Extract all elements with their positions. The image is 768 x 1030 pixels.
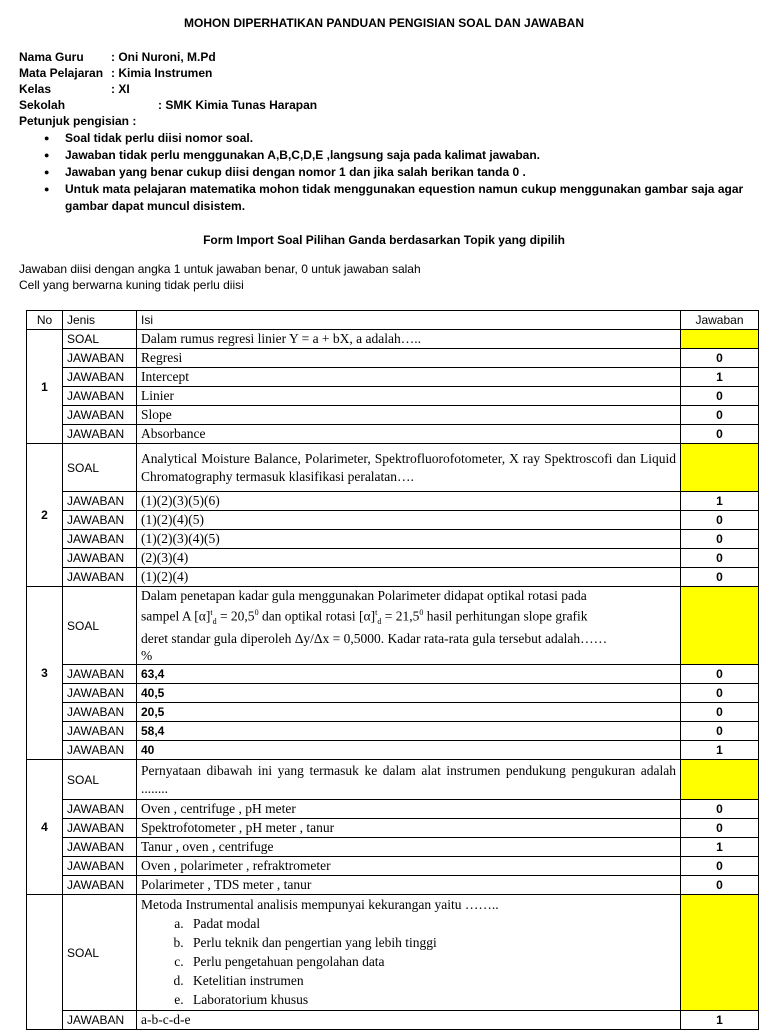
answer-row: [27, 684, 759, 703]
answer-row: [27, 1011, 759, 1030]
question-row: [27, 760, 759, 800]
answer-row: [27, 741, 759, 760]
answer-text[interactable]: Spektrofotometer , pH meter , tanur: [137, 819, 681, 838]
type-cell: JAWABAN: [63, 530, 137, 549]
question-line: deret standar gula diperoleh Δy/Δx = 0,5000. Kadar rata-rata gula tersebut adalah……: [141, 631, 608, 647]
answer-text[interactable]: Linier: [137, 387, 681, 406]
school-label: Sekolah: [19, 98, 66, 112]
question-text[interactable]: [137, 895, 681, 1011]
answer-text[interactable]: (1)(2)(3)(4)(5): [137, 530, 681, 549]
answer-text[interactable]: (1)(2)(4): [137, 568, 681, 587]
question-line: Metoda Instrumental analisis mempunyai kekurangan yaitu ……..: [141, 897, 499, 913]
school-value: : SMK Kimia Tunas Harapan: [158, 98, 318, 112]
class-row: [19, 81, 130, 97]
type-cell: JAWABAN: [63, 857, 137, 876]
class-label: Kelas: [19, 82, 52, 96]
answer-value[interactable]: 0: [681, 819, 759, 838]
answer-value[interactable]: 0: [681, 684, 759, 703]
type-cell: JAWABAN: [63, 568, 137, 587]
header-no: No: [27, 311, 63, 330]
type-cell: JAWABAN: [63, 549, 137, 568]
form-note-yellow-cell: Cell yang berwarna kuning tidak perlu diisi: [19, 278, 244, 292]
option-item: e. Laboratorium khusus: [187, 990, 676, 1009]
type-cell: SOAL: [63, 760, 137, 800]
subject-value: : Kimia Instrumen: [111, 66, 213, 80]
answer-value[interactable]: 0: [681, 387, 759, 406]
answer-value[interactable]: 1: [681, 368, 759, 387]
answer-text[interactable]: Oven , polarimeter , refraktrometer: [137, 857, 681, 876]
answer-value[interactable]: 0: [681, 800, 759, 819]
answer-row: [27, 665, 759, 684]
type-cell: JAWABAN: [63, 492, 137, 511]
instruction-item: ● Soal tidak perlu diisi nomor soal.: [44, 130, 754, 147]
type-cell: JAWABAN: [63, 665, 137, 684]
table-header-row: [27, 311, 759, 330]
subject-label: Mata Pelajaran: [19, 66, 104, 80]
answer-row: [27, 368, 759, 387]
answer-row: [27, 838, 759, 857]
instruction-item: ● Jawaban yang benar cukup diisi dengan nomor 1 dan jika salah berikan tanda 0 .: [44, 164, 754, 181]
answer-value[interactable]: 1: [681, 741, 759, 760]
answer-value[interactable]: 0: [681, 876, 759, 895]
teacher-name-row: [19, 49, 216, 65]
type-cell: JAWABAN: [63, 684, 137, 703]
answer-row: [27, 349, 759, 368]
answer-text[interactable]: (1)(2)(3)(5)(6): [137, 492, 681, 511]
answer-row: [27, 549, 759, 568]
answer-cell-yellow: [681, 895, 759, 1011]
answer-row: [27, 387, 759, 406]
question-table: [26, 310, 759, 1030]
question-text[interactable]: [137, 587, 681, 665]
answer-row: [27, 800, 759, 819]
answer-value[interactable]: 1: [681, 1011, 759, 1030]
question-text[interactable]: Dalam rumus regresi linier Y = a + bX, a adalah…..: [137, 330, 681, 349]
form-title: Form Import Soal Pilihan Ganda berdasarkan Topik yang dipilih: [203, 233, 565, 247]
answer-value[interactable]: 1: [681, 492, 759, 511]
teacher-name-label: Nama Guru: [19, 50, 84, 64]
type-cell: JAWABAN: [63, 368, 137, 387]
type-cell: JAWABAN: [63, 511, 137, 530]
type-cell: JAWABAN: [63, 876, 137, 895]
type-cell: JAWABAN: [63, 741, 137, 760]
answer-text[interactable]: 58,4: [137, 722, 681, 741]
type-cell: JAWABAN: [63, 722, 137, 741]
answer-text[interactable]: Tanur , oven , centrifuge: [137, 838, 681, 857]
instruction-item: ● Untuk mata pelajaran matematika mohon tidak menggunakan equestion namun cukup menggunakan gambar saja agar gambar dapat muncul disistem.: [44, 181, 754, 215]
type-cell: JAWABAN: [63, 425, 137, 444]
question-row: [27, 444, 759, 492]
answer-row: [27, 492, 759, 511]
answer-text[interactable]: (1)(2)(4)(5): [137, 511, 681, 530]
question-row: [27, 895, 759, 1011]
question-text[interactable]: Pernyataan dibawah ini yang termasuk ke dalam alat instrumen pendukung pengukuran adalah ........: [137, 760, 681, 800]
type-cell: JAWABAN: [63, 406, 137, 425]
type-cell: SOAL: [63, 444, 137, 492]
answer-value[interactable]: 1: [681, 838, 759, 857]
answer-value[interactable]: 0: [681, 568, 759, 587]
school-row: [19, 97, 317, 113]
answer-text[interactable]: Polarimeter , TDS meter , tanur: [137, 876, 681, 895]
answer-cell-yellow: [681, 587, 759, 665]
type-cell: SOAL: [63, 895, 137, 1011]
answer-row: [27, 703, 759, 722]
subject-row: [19, 65, 212, 81]
type-cell: SOAL: [63, 587, 137, 665]
type-cell: JAWABAN: [63, 703, 137, 722]
type-cell: JAWABAN: [63, 1011, 137, 1030]
answer-value[interactable]: 0: [681, 665, 759, 684]
type-cell: JAWABAN: [63, 387, 137, 406]
answer-text[interactable]: (2)(3)(4): [137, 549, 681, 568]
answer-text[interactable]: 40,5: [137, 684, 681, 703]
question-number: 1: [27, 330, 63, 444]
question-line: sampel A $[\alpha]^t_d = 20,5^0$ dan optikal rotasi $[\alpha]^t_d = 21,5^0$ hasil perhitungan slope grafik: [141, 608, 588, 627]
answer-value[interactable]: 0: [681, 722, 759, 741]
page-title: MOHON DIPERHATIKAN PANDUAN PENGISIAN SOAL DAN JAWABAN: [183, 16, 585, 30]
answer-value[interactable]: 0: [681, 549, 759, 568]
question-number: 3: [27, 587, 63, 760]
option-item: a. Padat modal: [187, 914, 676, 933]
option-item: b. Perlu teknik dan pengertian yang lebih tinggi: [187, 933, 676, 952]
option-list: [141, 914, 676, 1009]
question-number: 2: [27, 444, 63, 587]
answer-row: [27, 722, 759, 741]
type-cell: JAWABAN: [63, 349, 137, 368]
option-item: d. Ketelitian instrumen: [187, 971, 676, 990]
question-text[interactable]: Analytical Moisture Balance, Polarimeter, Spektrofluorofotometer, X ray Spektroscofi dan Liquid Chromatography termasuk klasifikasi peralatan….: [137, 444, 681, 492]
answer-cell-yellow: [681, 444, 759, 492]
answer-row: [27, 406, 759, 425]
type-cell: JAWABAN: [63, 838, 137, 857]
answer-text[interactable]: 20,5: [137, 703, 681, 722]
answer-value[interactable]: 0: [681, 530, 759, 549]
answer-text[interactable]: Intercept: [137, 368, 681, 387]
header-jenis: Jenis: [63, 311, 137, 330]
answer-text[interactable]: Regresi: [137, 349, 681, 368]
class-value: : XI: [111, 82, 130, 96]
answer-value[interactable]: 0: [681, 406, 759, 425]
answer-value[interactable]: 0: [681, 425, 759, 444]
instructions-list: [44, 130, 754, 215]
answer-text[interactable]: a-b-c-d-e: [137, 1011, 681, 1030]
answer-value[interactable]: 0: [681, 703, 759, 722]
answer-row: [27, 876, 759, 895]
answer-row: [27, 857, 759, 876]
question-line: %: [141, 648, 153, 664]
type-cell: JAWABAN: [63, 819, 137, 838]
form-note-answer-rule: Jawaban diisi dengan angka 1 untuk jawaban benar, 0 untuk jawaban salah: [19, 262, 421, 276]
question-row: [27, 587, 759, 665]
answer-row: [27, 530, 759, 549]
question-line: Dalam penetapan kadar gula menggunakan Polarimeter didapat optikal rotasi pada: [141, 588, 587, 603]
header-jawaban: Jawaban: [681, 311, 759, 330]
answer-text[interactable]: 63,4: [137, 665, 681, 684]
answer-text[interactable]: Absorbance: [137, 425, 681, 444]
type-cell: JAWABAN: [63, 800, 137, 819]
answer-text[interactable]: 40: [137, 741, 681, 760]
answer-value[interactable]: 0: [681, 349, 759, 368]
answer-value[interactable]: 0: [681, 857, 759, 876]
answer-cell-yellow: [681, 330, 759, 349]
type-cell: SOAL: [63, 330, 137, 349]
teacher-name-value: : Oni Nuroni, M.Pd: [111, 50, 216, 64]
instructions-heading: Petunjuk pengisian :: [19, 114, 137, 128]
question-row: [27, 330, 759, 349]
answer-cell-yellow: [681, 760, 759, 800]
answer-text[interactable]: Slope: [137, 406, 681, 425]
answer-row: [27, 819, 759, 838]
question-number: 4: [27, 760, 63, 895]
answer-text[interactable]: Oven , centrifuge , pH meter: [137, 800, 681, 819]
answer-row: [27, 425, 759, 444]
question-number: [27, 895, 63, 1030]
header-isi: Isi: [137, 311, 681, 330]
answer-row: [27, 511, 759, 530]
answer-value[interactable]: 0: [681, 511, 759, 530]
option-item: c. Perlu pengetahuan pengolahan data: [187, 952, 676, 971]
answer-row: [27, 568, 759, 587]
instruction-item: ● Jawaban tidak perlu menggunakan A,B,C,D,E ,langsung saja pada kalimat jawaban.: [44, 147, 754, 164]
